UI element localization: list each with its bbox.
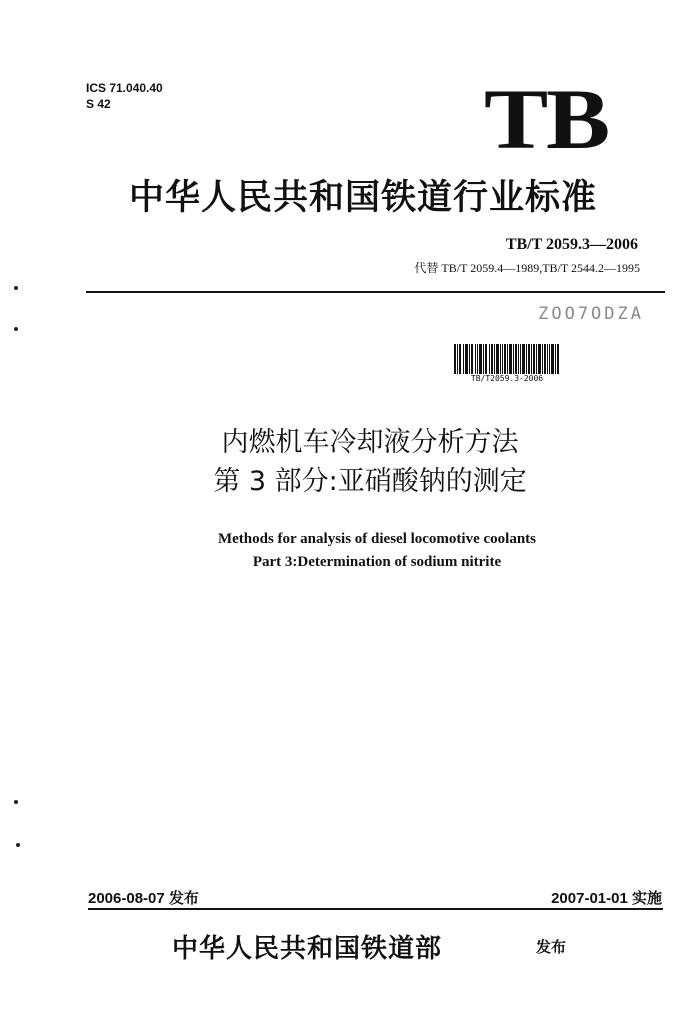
- classification-code: S 42: [86, 97, 111, 111]
- serial-stamp: ZOO7ODZA: [538, 304, 644, 324]
- implement-date: 2007-01-01 实施: [551, 890, 662, 907]
- bottom-divider: [88, 908, 663, 910]
- org-title: 中华人民共和国铁道行业标准: [128, 177, 597, 218]
- tb-logo: TB: [484, 71, 609, 167]
- title-cn-line2: 第 3 部分:亚硝酸钠的测定: [213, 466, 527, 497]
- top-divider: [86, 291, 665, 293]
- issue-date: 2006-08-07 发布: [88, 890, 199, 907]
- publisher-name: 中华人民共和国铁道部: [172, 934, 443, 964]
- scan-mark: [14, 800, 18, 804]
- title-cn-line1: 内燃机车冷却液分析方法: [221, 427, 519, 458]
- ics-code: ICS 71.040.40: [86, 81, 163, 95]
- barcode-text: TB/T2059.3-2006: [470, 374, 544, 383]
- barcode-icon: [454, 344, 560, 374]
- ics-block: [86, 80, 163, 112]
- replaces-note: 代替 TB/T 2059.4—1989,TB/T 2544.2—1995: [414, 261, 640, 275]
- scan-mark: [14, 327, 18, 331]
- scan-mark: [14, 286, 18, 290]
- title-en-line1: Methods for analysis of diesel locomotive coolants: [217, 531, 537, 547]
- title-en-line2: Part 3:Determination of sodium nitrite: [252, 554, 502, 570]
- standard-number: TB/T 2059.3—2006: [505, 236, 638, 253]
- scan-mark: [16, 843, 20, 847]
- publisher-suffix: 发布: [536, 938, 567, 956]
